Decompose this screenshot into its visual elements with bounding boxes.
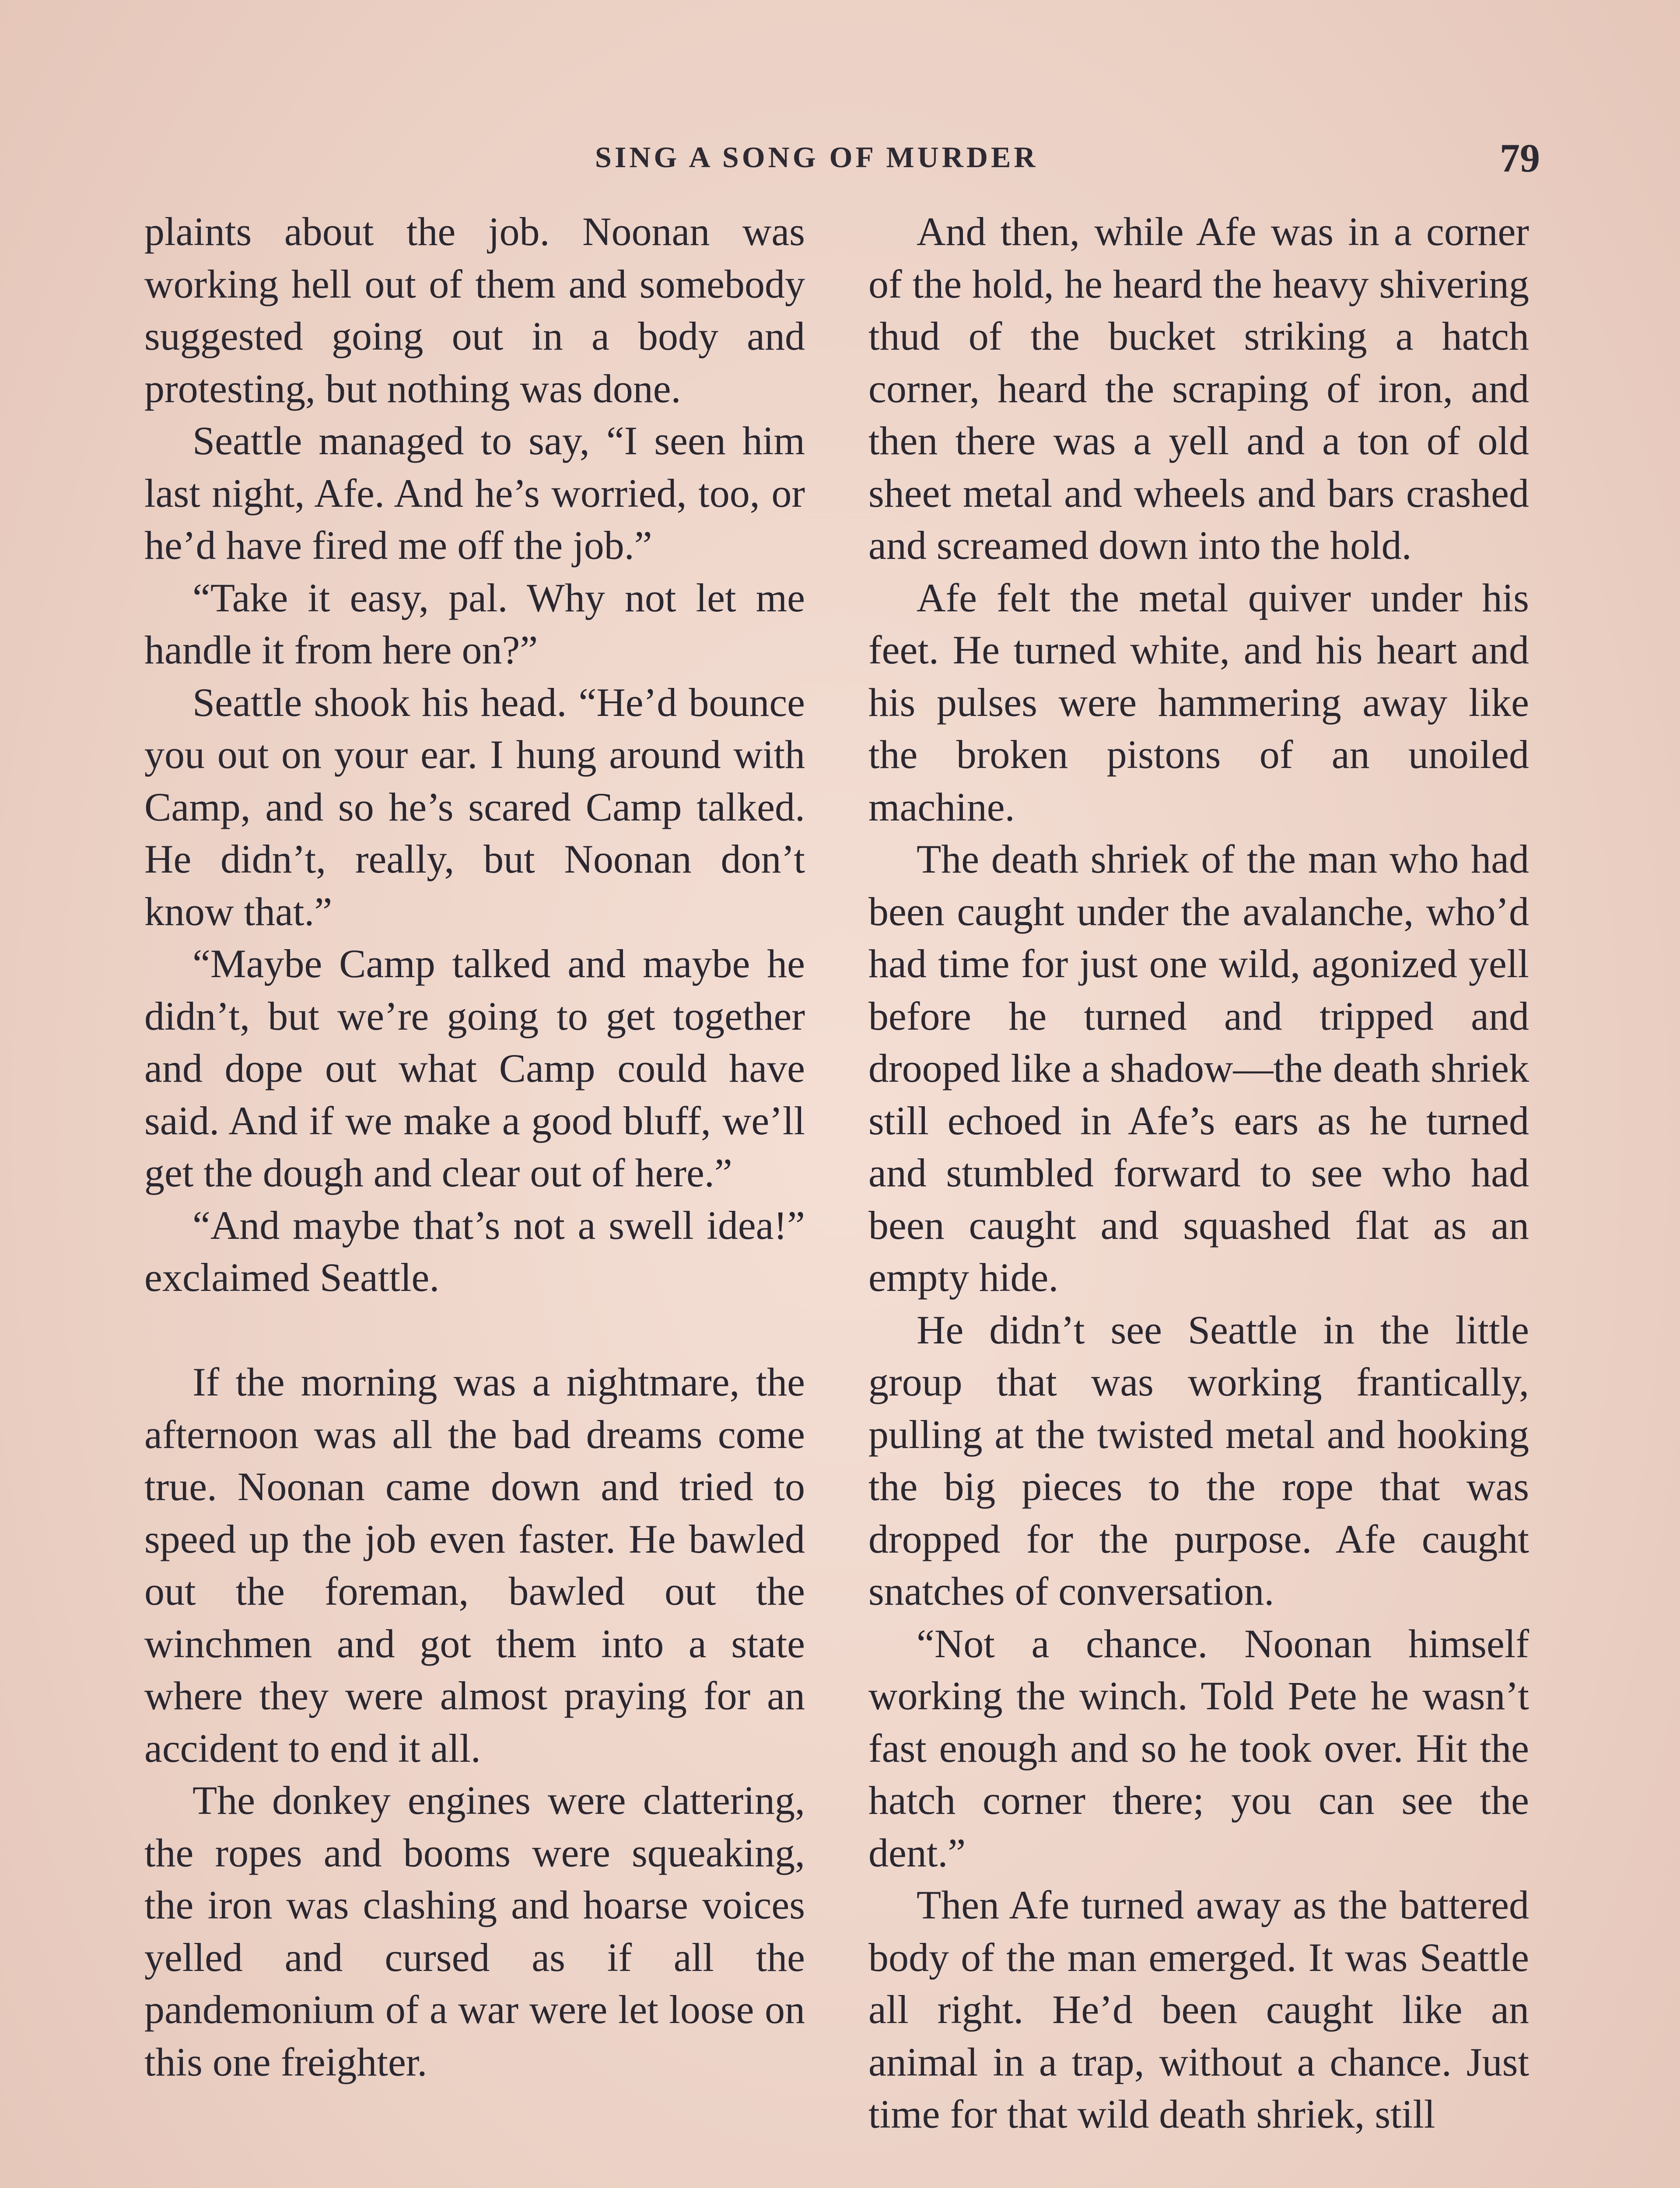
running-head: SING A SONG OF MURDER [595, 140, 1039, 174]
paragraph: The donkey engines were clattering, the ropes and booms were squeaking, the iron was clashing and hoarse voices yelled and cursed as if all the pandemonium of a war were let loose on this one freighter. [144, 1778, 805, 2084]
paragraph: If the morning was a nightmare, the afternoon was all the bad dreams come true. Noonan came down and tried to speed up the job even faster. He bawled out the foreman, bawled out the winchmen and got them into a state where they were almost praying for an accident to end it all. [144, 1360, 805, 1771]
paragraph: “Not a chance. Noonan himself working the winch. Told Pete he wasn’t fast enough and so he took over. Hit the hatch corner there; you can see the dent.” [868, 1621, 1529, 1875]
paragraph: The death shriek of the man who had been caught under the avalanche, who’d had time for just one wild, agonized yell before he turned and tripped and drooped like a shadow—the death shriek still echoed in Afe’s ears as he turned and stumbled forward to see who had been caught and squashed flat as an empty hide. [868, 837, 1529, 1300]
paragraph: “Take it easy, pal. Why not let me handle it from here on?” [144, 575, 805, 672]
page-number: 79 [1500, 136, 1540, 180]
paragraph: Seattle shook his head. “He’d bounce you out on your ear. I hung around with Camp, and so he’s scared Camp talked. He didn’t, really, but Noonan don’t know that.” [144, 680, 805, 934]
paragraph: Afe felt the metal quiver under his feet. He turned white, and his heart and his pulses were hammering away like the broken pistons of an unoiled machine. [868, 575, 1529, 829]
paragraph: “Maybe Camp talked and maybe he didn’t, but we’re going to get together and dope out what Camp could have said. And if we make a good bluff, we’ll get the dough and clear out of here.” [144, 941, 805, 1195]
paragraph: Seattle managed to say, “I seen him last night, Afe. And he’s worried, too, or he’d have fired me off the job.” [144, 418, 805, 568]
page-header [144, 131, 1540, 184]
paragraph: Then Afe turned away as the battered body of the man emerged. It was Seattle all right. He’d been caught like an animal in a trap, without a chance. Just time for that wild death shriek, still [868, 1883, 1529, 2136]
left-column [144, 206, 805, 2088]
paragraph: “And maybe that’s not a swell idea!” exclaimed Seattle. [144, 1203, 805, 1300]
paragraph: plaints about the job. Noonan was working hell out of them and somebody suggested going out in a body and protesting, but nothing was done. [144, 209, 805, 411]
right-column [868, 206, 1529, 2141]
paragraph: He didn’t see Seattle in the little group that was working frantically, pulling at the twisted metal and hooking the big pieces to the rope that was dropped for the purpose. Afe caught snatches of conversation. [868, 1307, 1529, 1613]
paragraph: And then, while Afe was in a corner of the hold, he heard the heavy shivering thud of the bucket striking a hatch corner, heard the scraping of iron, and then there was a yell and a ton of old sheet metal and wheels and bars crashed and screamed down into the hold. [868, 209, 1529, 568]
